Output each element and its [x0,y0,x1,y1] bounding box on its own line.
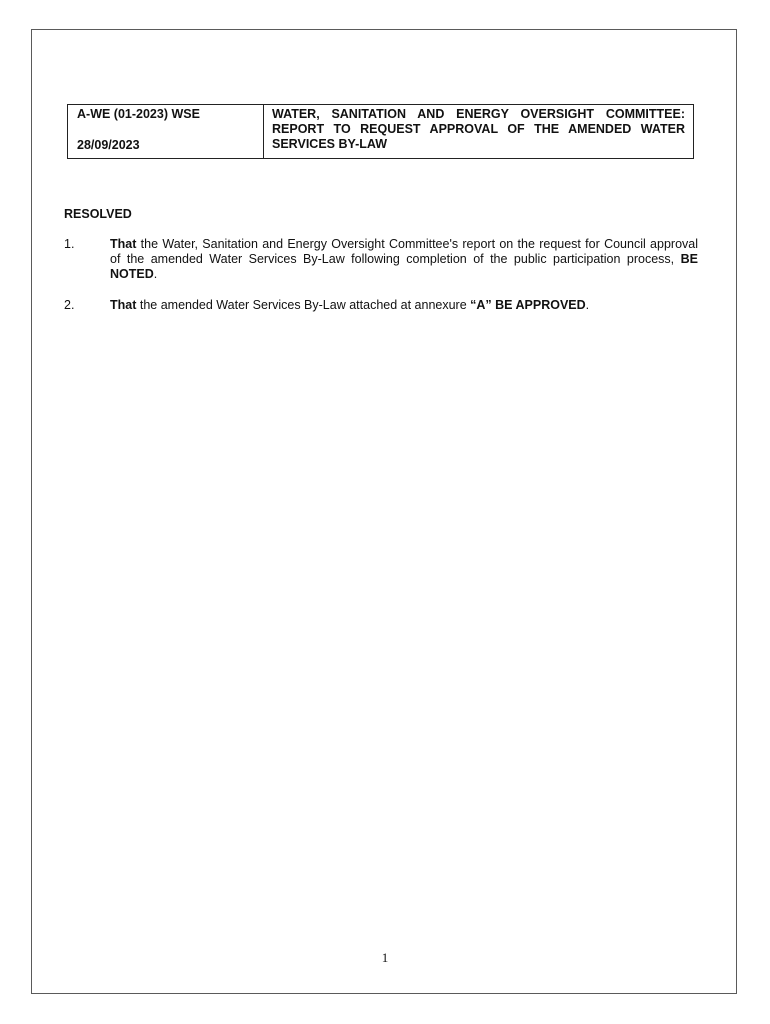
resolution-item [64,298,698,316]
resolution-emphasis: BE NOTED [110,252,698,281]
resolution-end: . [585,298,590,312]
resolution-emphasis: “A” BE APPROVED [470,298,586,312]
resolution-body: the Water, Sanitation and Energy Oversight Committee's report on the request for Council approval of the amended Water Services By-Law following completion of the public participation process, [110,237,698,266]
report-title: WATER, SANITATION AND ENERGY OVERSIGHT COMMITTEE: REPORT TO REQUEST APPROVAL OF THE AMENDED WATER SERVICES BY-LAW [264,105,694,159]
document-page [31,29,737,994]
header-table [67,104,694,159]
page-number: 1 [381,950,389,965]
resolution-text [110,298,698,313]
resolution-text [110,237,698,282]
resolution-number: 1. [64,237,75,251]
report-date: 28/09/2023 [77,138,140,152]
resolution-item [64,237,698,285]
reference-cell [68,105,264,159]
reference-code: A-WE (01-2023) WSE [77,107,200,121]
resolution-lead: That [110,237,137,251]
resolution-number: 2. [64,298,75,312]
resolved-heading: RESOLVED [64,207,132,221]
resolution-end: . [153,267,158,281]
resolution-body: the amended Water Services By-Law attached at annexure [136,298,471,312]
resolution-lead: That [110,298,137,312]
